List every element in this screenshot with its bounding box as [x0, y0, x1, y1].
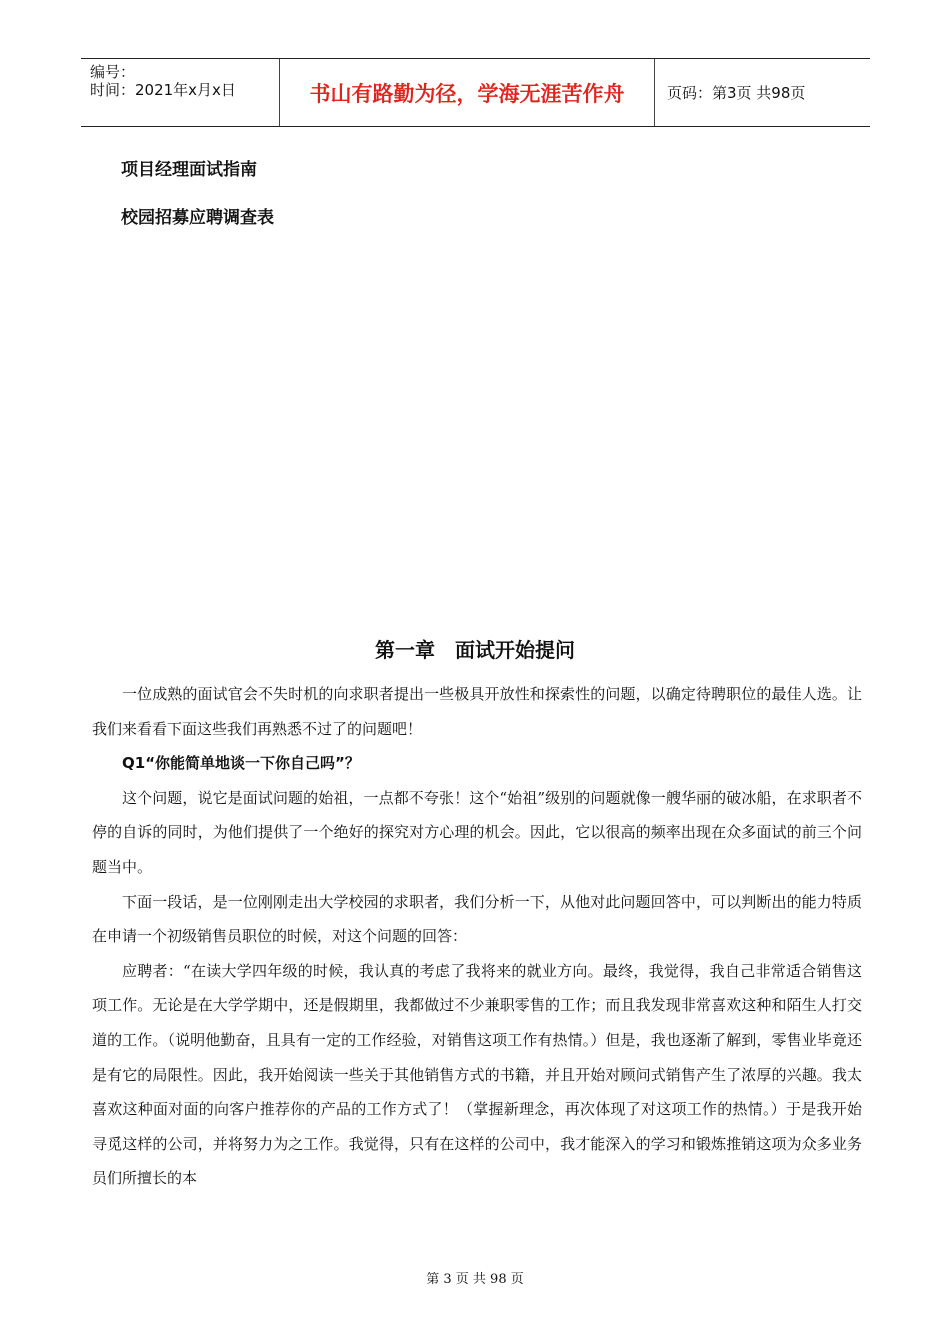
- paragraph: 应聘者：“在读大学四年级的时候，我认真的考虑了我将来的就业方向。最终，我觉得，我自己非常适合销售这项工作。无论是在大学学期中，还是假期里，我都做过不少兼职零售的工作；而且我发现非常喜欢这种和陌生人打交道的工作。（说明他勤奋，且具有一定的工作经验，对销售这项工作有热情。）但是，我也逐渐了解到，零售业毕竟还是有它的局限性。因此，我开始阅读一些关于其他销售方式的书籍，并且开始对顾问式销售产生了浓厚的兴趣。我太喜欢这种面对面的向客户推荐你的产品的工作方式了！（掌握新理念，再次体现了对这项工作的热情。）于是我开始寻觅这样的公司，并将努力为之工作。我觉得，只有在这样的公司中，我才能深入的学习和锻炼推销这项为众多业务员们所擅长的本: [92, 961, 862, 1188]
- code-label: 编号：: [90, 63, 136, 81]
- question-heading: Q1“你能简单地谈一下你自己吗”？: [122, 754, 360, 773]
- header-page-info: 页码：第3页 共98页: [667, 84, 806, 102]
- body-text: [92, 677, 862, 1196]
- header-motto: 书山有路勤为径，学海无涯苦作舟: [280, 59, 655, 126]
- paragraph: 下面一段话，是一位刚刚走出大学校园的求职者，我们分析一下，从他对此问题回答中，可以判断出的能力特质在申请一个初级销售员职位的时候，对这个问题的回答：: [92, 892, 862, 946]
- page-footer: 第 3 页 共 98 页: [426, 1272, 524, 1287]
- toc-item: 校园招募应聘调查表: [121, 208, 274, 228]
- toc-item: 项目经理面试指南: [121, 160, 257, 180]
- chapter-title: 第一章 面试开始提问: [375, 638, 575, 662]
- header-meta-cell: [81, 59, 280, 126]
- paragraph: 这个问题，说它是面试问题的始祖，一点都不夸张！这个“始祖”级别的问题就像一艘华丽的破冰船，在求职者不停的自诉的同时，为他们提供了一个绝好的探究对方心理的机会。因此，它以很高的频率出现在众多面试的前三个问题当中。: [92, 788, 862, 876]
- time-label: 时间：2021年x月x日: [90, 81, 236, 99]
- paragraph: 一位成熟的面试官会不失时机的向求职者提出一些极具开放性和探索性的问题，以确定待聘职位的最佳人选。让我们来看看下面这些我们再熟悉不过了的问题吧！: [92, 685, 862, 738]
- document-header: [81, 58, 870, 127]
